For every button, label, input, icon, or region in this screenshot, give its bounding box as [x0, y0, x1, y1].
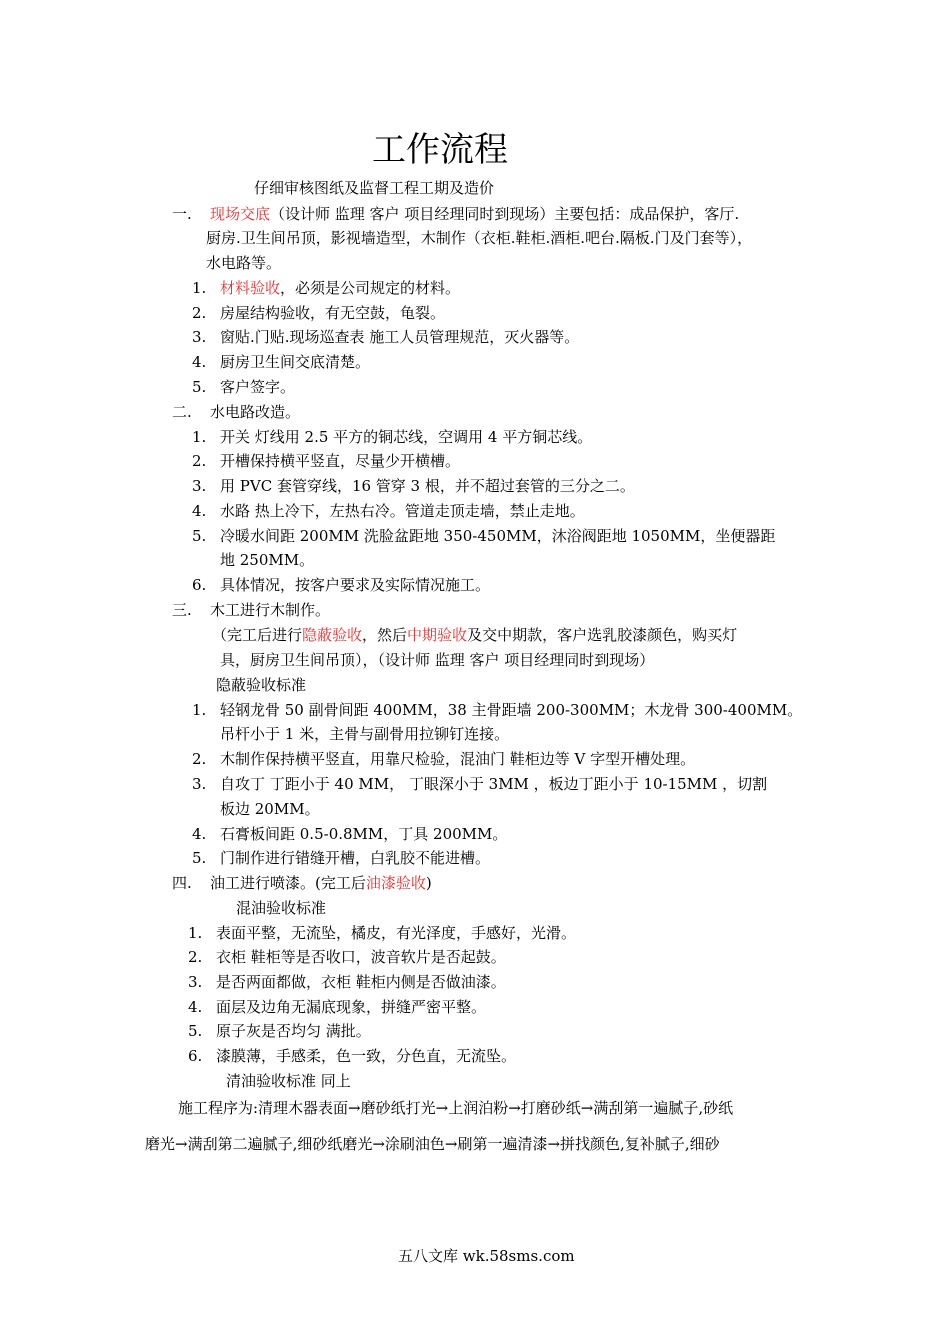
- section-3-para-2: 具，厨房卫生间吊顶），（设计师 监理 客户 项目经理同时到现场）: [220, 651, 655, 669]
- site-handover-label: 现场交底: [210, 205, 271, 223]
- concealed-inspection-label: 隐蔽验收: [302, 626, 363, 644]
- page-title: 工作流程: [372, 130, 508, 170]
- s3-item-1-number: 1.: [192, 701, 207, 719]
- s4-heading-close: ): [425, 874, 432, 892]
- s2-item-4-number: 4.: [192, 502, 207, 520]
- s1-item-5-number: 5.: [192, 378, 207, 396]
- section-4-heading: [210, 873, 432, 893]
- s4-item-5: 原子灰是否均匀 满批。: [216, 1022, 371, 1040]
- section-1-text-1: （设计师 监理 客户 项目经理同时到现场）主要包括：成品保护，客厅.: [270, 205, 740, 223]
- s1-item-1-number: 1.: [192, 279, 207, 297]
- section-1-line-1: [210, 204, 739, 224]
- s3-item-1-cont: 吊杆小于 1 米，主骨与副骨用拉铆钉连接。: [220, 725, 510, 743]
- s2-item-5-number: 5.: [192, 527, 207, 545]
- mixed-oil-standard-heading: 混油验收标准: [236, 899, 327, 917]
- s4-item-3: 是否两面都做，衣柜 鞋柜内侧是否做油漆。: [216, 973, 506, 991]
- s3-item-3: 自攻丁 丁距小于 40 MM， 丁眼深小于 3MM ，板边丁距小于 10-15MM ，切割: [220, 775, 768, 793]
- section-4-number: 四.: [172, 874, 192, 892]
- s2-item-1-number: 1.: [192, 428, 207, 446]
- footer-watermark: 五八文库 wk.58sms.com: [398, 1247, 575, 1265]
- s3-para-text-c: 及交中期款，客户选乳胶漆颜色，购买灯: [467, 626, 738, 644]
- s4-item-4-number: 4.: [188, 998, 203, 1016]
- procedure-line-1: 施工程序为:清理木器表面→磨砂纸打光→上润泊粉→打磨砂纸→满刮第一遍腻子,砂纸: [178, 1099, 734, 1117]
- s2-item-4: 水路 热上冷下，左热右冷。管道走顶走墙，禁止走地。: [220, 502, 585, 520]
- s1-item-1: [220, 278, 460, 298]
- subtitle: 仔细审核图纸及监督工程工期及造价: [254, 179, 495, 197]
- section-2-heading: 水电路改造。: [210, 403, 301, 421]
- concealed-standard-heading: 隐蔽验收标准: [216, 676, 307, 694]
- s3-item-4-number: 4.: [192, 825, 207, 843]
- procedure-line-2: 磨光→满刮第二遍腻子,细砂纸磨光→涂刷油色→刷第一遍清漆→拼找颜色,复补腻子,细砂: [145, 1135, 720, 1153]
- midterm-inspection-label: 中期验收: [407, 626, 468, 644]
- s3-item-2: 木制作保持横平竖直，用靠尺检验，混油门 鞋柜边等 V 字型开槽处理。: [220, 750, 696, 768]
- s1-item-2-number: 2.: [192, 304, 207, 322]
- s4-item-4: 面层及边角无漏底现象，拼缝严密平整。: [216, 998, 487, 1016]
- s4-item-1-number: 1.: [188, 924, 203, 942]
- s2-item-5-cont: 地 250MM。: [220, 551, 315, 569]
- s2-item-1: 开关 灯线用 2.5 平方的铜芯线，空调用 4 平方铜芯线。: [220, 428, 593, 446]
- section-3-para-1: [212, 625, 737, 645]
- section-2-number: 二.: [172, 403, 192, 421]
- section-3-number: 三.: [172, 601, 192, 619]
- material-inspection-label: 材料验收: [220, 279, 281, 297]
- s2-item-3: 用 PVC 套管穿线，16 管穿 3 根，并不超过套管的三分之二。: [220, 477, 635, 495]
- s4-item-1: 表面平整，无流坠，橘皮，有光泽度，手感好，光滑。: [216, 924, 577, 942]
- s4-item-3-number: 3.: [188, 973, 203, 991]
- s3-para-text-a: （完工后进行: [212, 626, 303, 644]
- s3-item-4: 石膏板间距 0.5-0.8MM，丁具 200MM。: [220, 825, 508, 843]
- clear-oil-standard-heading: 清油验收标准 同上: [226, 1072, 351, 1090]
- s3-item-1: 轻钢龙骨 50 副骨间距 400MM，38 主骨距墙 200-300MM；木龙骨 300-400MM。: [220, 701, 803, 719]
- s1-item-4-number: 4.: [192, 353, 207, 371]
- s3-item-2-number: 2.: [192, 750, 207, 768]
- s3-item-3-cont: 板边 20MM。: [220, 800, 320, 818]
- s1-item-4: 厨房卫生间交底清楚。: [220, 353, 371, 371]
- s2-item-6-number: 6.: [192, 576, 207, 594]
- s3-item-5: 门制作进行错缝开槽，白乳胶不能进槽。: [220, 849, 491, 867]
- s2-item-2: 开槽保持横平竖直，尽量少开横槽。: [220, 452, 461, 470]
- paint-inspection-label: 油漆验收: [365, 874, 426, 892]
- s1-item-3-number: 3.: [192, 328, 207, 346]
- s1-item-1-text: ，必须是公司规定的材料。: [280, 279, 461, 297]
- s4-item-6: 漆膜薄，手感柔，色一致，分色直，无流坠。: [216, 1047, 517, 1065]
- s4-heading-text: 油工进行喷漆。(完工后: [210, 874, 366, 892]
- s4-item-2: 衣柜 鞋柜等是否收口，波音软片是否起鼓。: [216, 948, 506, 966]
- s1-item-5: 客户签字。: [220, 378, 296, 396]
- section-1-line-3: 水电路等。: [206, 254, 282, 272]
- section-1-number: 一.: [172, 205, 192, 223]
- section-3-heading: 木工进行木制作。: [210, 601, 331, 619]
- s2-item-3-number: 3.: [192, 477, 207, 495]
- section-1-line-2: 厨房.卫生间吊顶，影视墙造型，木制作（衣柜.鞋柜.酒柜.吧台.隔板.门及门套等），: [206, 229, 753, 247]
- s4-item-5-number: 5.: [188, 1022, 203, 1040]
- s3-item-3-number: 3.: [192, 775, 207, 793]
- s4-item-2-number: 2.: [188, 948, 203, 966]
- s1-item-2: 房屋结构验收，有无空鼓，龟裂。: [220, 304, 446, 322]
- s2-item-5: 冷暖水间距 200MM 洗脸盆距地 350-450MM，沐浴阀距地 1050MM，坐便器距: [220, 527, 776, 545]
- s3-para-text-b: ，然后: [362, 626, 408, 644]
- s1-item-3: 窗贴.门贴.现场巡查表 施工人员管理规范，灭火器等。: [220, 328, 580, 346]
- s3-item-5-number: 5.: [192, 849, 207, 867]
- s2-item-6: 具体情况，按客户要求及实际情况施工。: [220, 576, 491, 594]
- s2-item-2-number: 2.: [192, 452, 207, 470]
- s4-item-6-number: 6.: [188, 1047, 203, 1065]
